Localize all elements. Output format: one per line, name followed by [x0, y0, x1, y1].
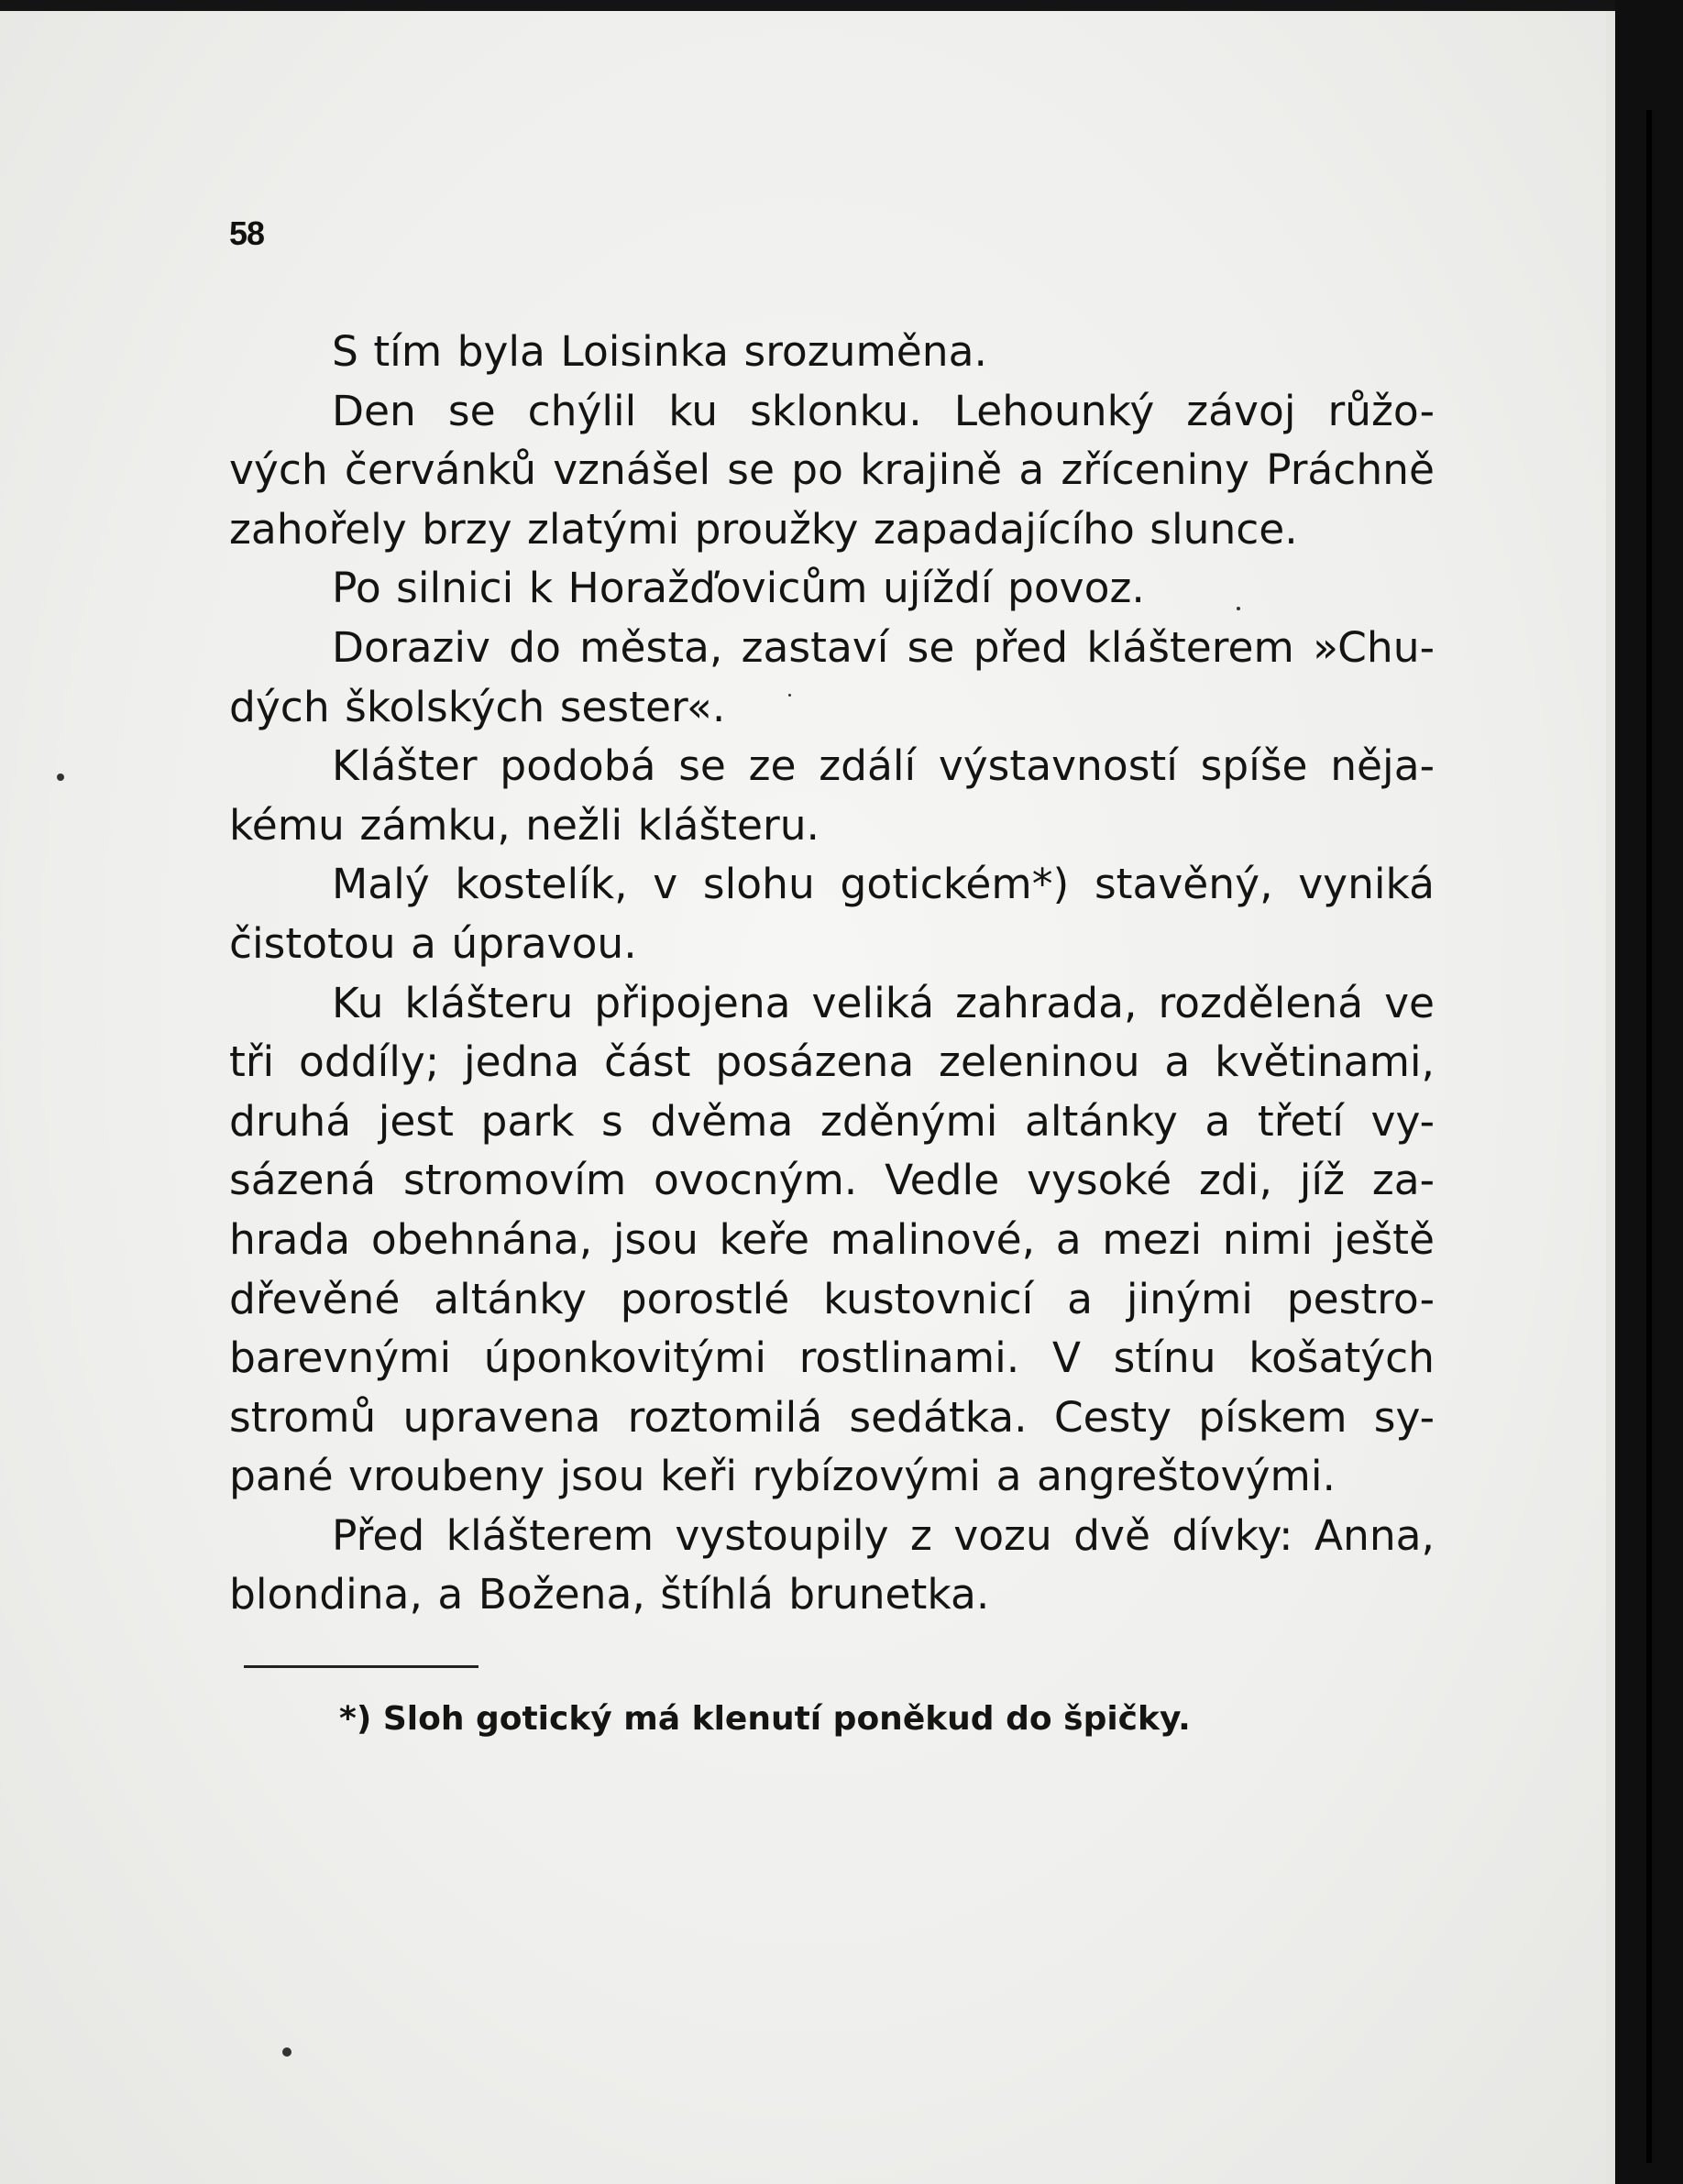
text-line: dřevěné altánky porostlé kustovnicí a jinými pestro- — [229, 1274, 1435, 1323]
footnote-rule — [244, 1665, 478, 1668]
text-line: Klášter podobá se ze zdálí výstavností spíše něja- — [332, 741, 1435, 791]
text-line: Ku klášteru připojena veliká zahrada, rozdělená ve — [332, 978, 1435, 1027]
text-line: barevnými úponkovitými rostlinami. V stínu košatých — [229, 1333, 1435, 1383]
text-line: čistotou a úpravou. — [229, 918, 637, 968]
text-line: kému zámku, nežli klášteru. — [229, 800, 820, 850]
book-page — [0, 11, 1606, 2184]
text-line: dých školských sester«. — [229, 682, 726, 731]
body-text — [229, 323, 1435, 1625]
text-line: pané vroubeny jsou keři rybízovými a angreštovými. — [229, 1452, 1336, 1501]
text-line: Malý kostelík, v slohu gotickém*) stavěný, vyniká — [332, 860, 1435, 909]
text-line: vých červánků vznášel se po krajině a zříceniny Práchně — [229, 445, 1435, 495]
print-speck — [1237, 607, 1240, 610]
print-speck — [57, 774, 64, 781]
text-line: zahořely brzy zlatými proužky zapadajícího slunce. — [229, 504, 1298, 554]
footnote: *) Sloh gotický má klenutí poněkud do špičky. — [339, 1700, 1191, 1738]
page-right-edge — [1606, 11, 1615, 2184]
text-line: Po silnici k Horažďovicům ujíždí povoz. — [332, 564, 1145, 613]
text-line: Den se chýlil ku sklonku. Lehounký závoj růžo- — [332, 386, 1435, 435]
text-line: druhá jest park s dvěma zděnými altánky a třetí vy- — [229, 1096, 1435, 1146]
text-line: tři oddíly; jedna část posázena zeleninou a květinami, — [229, 1037, 1435, 1087]
text-line: sázená stromovím ovocným. Vedle vysoké zdi, jíž za- — [229, 1156, 1435, 1205]
text-line: S tím byla Loisinka srozuměna. — [332, 327, 987, 376]
page-top-edge — [0, 0, 1683, 11]
text-line: stromů upravena roztomilá sedátka. Cesty pískem sy- — [229, 1392, 1435, 1442]
text-line: blondina, a Božena, štíhlá brunetka. — [229, 1570, 990, 1619]
text-line: Doraziv do města, zastaví se před klášterem »Chu- — [332, 622, 1435, 672]
print-speck — [282, 2047, 292, 2057]
spine-shadow-line — [1646, 110, 1652, 2163]
page-number: 58 — [229, 214, 265, 252]
print-speck — [788, 694, 791, 697]
text-line: hrada obehnána, jsou keře malinové, a mezi nimi ještě — [229, 1214, 1435, 1264]
text-line: Před klášterem vystoupily z vozu dvě dívky: Anna, — [332, 1510, 1435, 1560]
